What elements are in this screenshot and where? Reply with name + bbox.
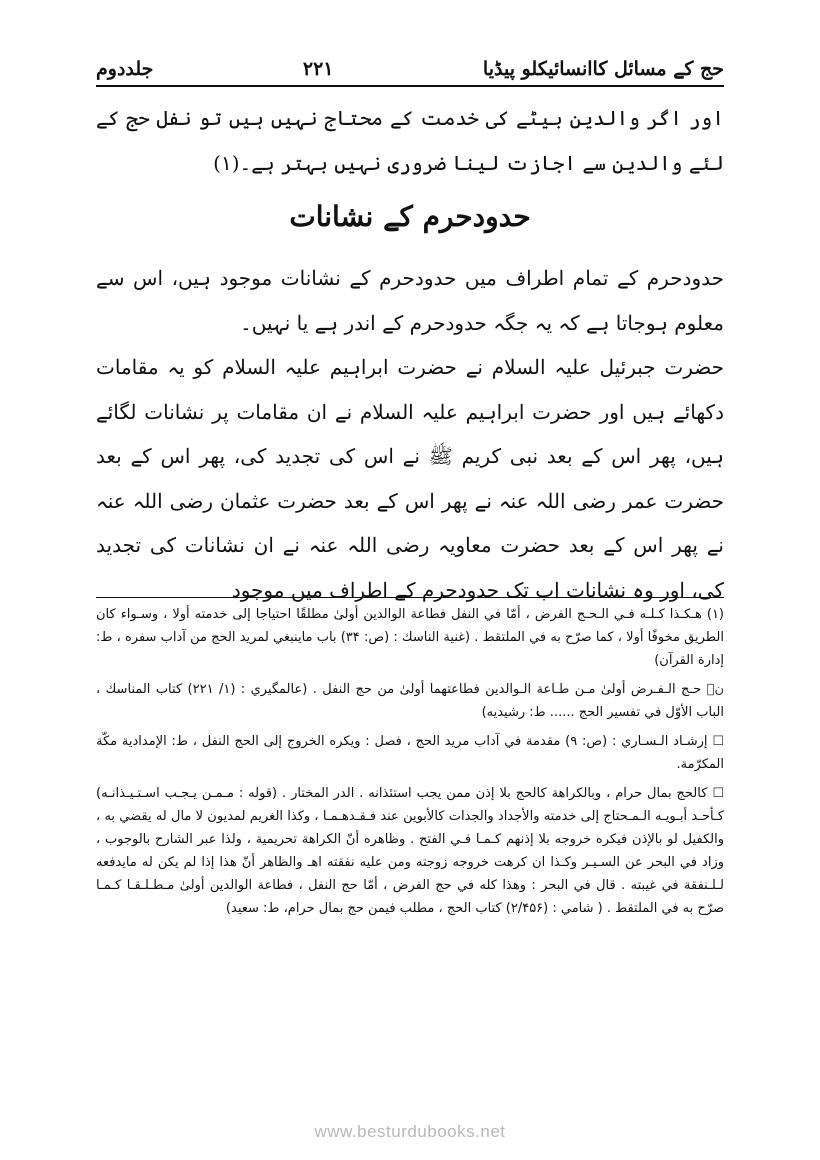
page-number: ۲۲۱ xyxy=(302,58,334,80)
reference-marker-icon: ن٘ xyxy=(706,682,724,697)
body-paragraph: حدودحرم کے تمام اطراف میں حدودحرم کے نشانات موجود ہیں، اس سے معلوم ہوجاتا ہے کہ یہ جگہ حدودحرم کے اندر ہے یا نہیں۔ xyxy=(96,266,724,335)
intro-paragraph-block xyxy=(96,96,724,185)
reference-marker-icon: ☐ xyxy=(712,786,724,801)
footnote-text: حـج الـفـرض أولىٰ مـن طـاعة الـوالدين فطاعتهما أولىٰ من حج النفل . (عالمگيري : (۱/ ۲۲۱) كتاب المناسك ، الباب الأوّل في تفسير الحج ...... ط: رشيديه) xyxy=(96,682,724,720)
footnote xyxy=(96,730,724,776)
volume-label: جلددوم xyxy=(96,58,154,80)
footnote-text: كالحج بمال حرام ، وبالكراهة كالحج بلا إذن ممن يجب استئذانه . الدر المختار . (قوله : مـمـن يـجـب اسـتـيـذانـه) كـأحـد أبـويـه الـمـحتاج إلى خدمته والأجداد والجدات كالأبوين عند فـقـدهـمـا ، وكذا الغريم لمديون لا مال له يقضي به ، والكفيل لو بالإذن فيكره خروجه بلا إذنهم كـمـا فـي الفتح . وظاهره أنّ الكراهة تحريمية ، ولذا عبر الشارح بالوجوب ، وزاد في البحر عن السـيـر وكـذا ان كرهت خروجه زوجته ومن عليه نفقته اهـ والظاهر أنّ هذا إذا لم يكن له مايدفعه لـلـنفقة في غيبته . قال في البحر : وهذا كله في حج الفرض ، أمّا حج النفل ، فطاعة الوالدين أولىٰ مـطـلـقـا كـمـا صرّح به في الملتقط . ( شامي : (۲/۴۵۶) كتاب الحج ، مطلب فيمن حج بمال حرام، ط: سعيد) xyxy=(96,786,724,916)
footnote-text: إرشـاد الـسـاري : (ص: ۹) مقدمة في آداب مريد الحج ، فصل : ويكره الخروج إلى الحج النفل ، ط: الإمدادية مكّة المكرّمة. xyxy=(96,734,724,772)
site-watermark: www.besturdubooks.net xyxy=(314,1122,506,1141)
header-rule xyxy=(96,85,724,87)
footnote xyxy=(96,603,724,672)
body-paragraph: حضرت جبرئیل علیہ السلام نے حضرت ابراہیم علیہ السلام کو یہ مقامات دکھائے ہیں اور حضرت ابراہیم علیہ السلام نے ان مقامات پر نشانات لگائے ہیں، پھر اس کے بعد نبی کریم ﷺ نے اس کی تجدید کی، پھر اس کے بعد حضرت عمر رضی اللہ عنہ نے پھر اس کے بعد حضرت عثمان رضی اللہ عنہ نے پھر اس کے بعد حضرت معاویہ رضی اللہ عنہ نے ان نشانات کی تجدید کی، اور وہ نشانات اب تک حدودحرم کے اطراف میں موجود xyxy=(96,355,725,602)
body-text xyxy=(96,256,724,612)
running-header xyxy=(96,36,724,80)
footnote xyxy=(96,678,724,724)
book-title: حج کے مسائل کاانسائیکلو پیڈیا xyxy=(482,58,724,80)
footnote-text: (۱) هـكـذا كـلـه فـي الـحـج الفرض ، أمّا في النفل فطاعة الوالدين أولىٰ مطلقًا احتياجا إلى خدمته أولا ، وسـواء كان الطريق مخوفًا أولا ، كما صرّح به في الملتقط . (غنية الناسك : (ص: ۳۴) باب ماينبغي لمريد الحج من آداب سفره ، ط: إدارة القرآن) xyxy=(96,607,724,668)
section-heading: حدودحرم کے نشانات xyxy=(289,200,531,233)
reference-marker-icon: ☐ xyxy=(712,734,724,749)
intro-paragraph: اور اگر والدین بیٹے کی خدمت کے محتاج نہیں ہیں تو نفل حج کے لئے والدین سے اجازت لینا ضروری نہیں بہتر ہے۔(۱) xyxy=(96,106,724,175)
footnote-divider xyxy=(96,597,724,598)
footnote xyxy=(96,782,724,920)
footnotes xyxy=(96,603,724,926)
